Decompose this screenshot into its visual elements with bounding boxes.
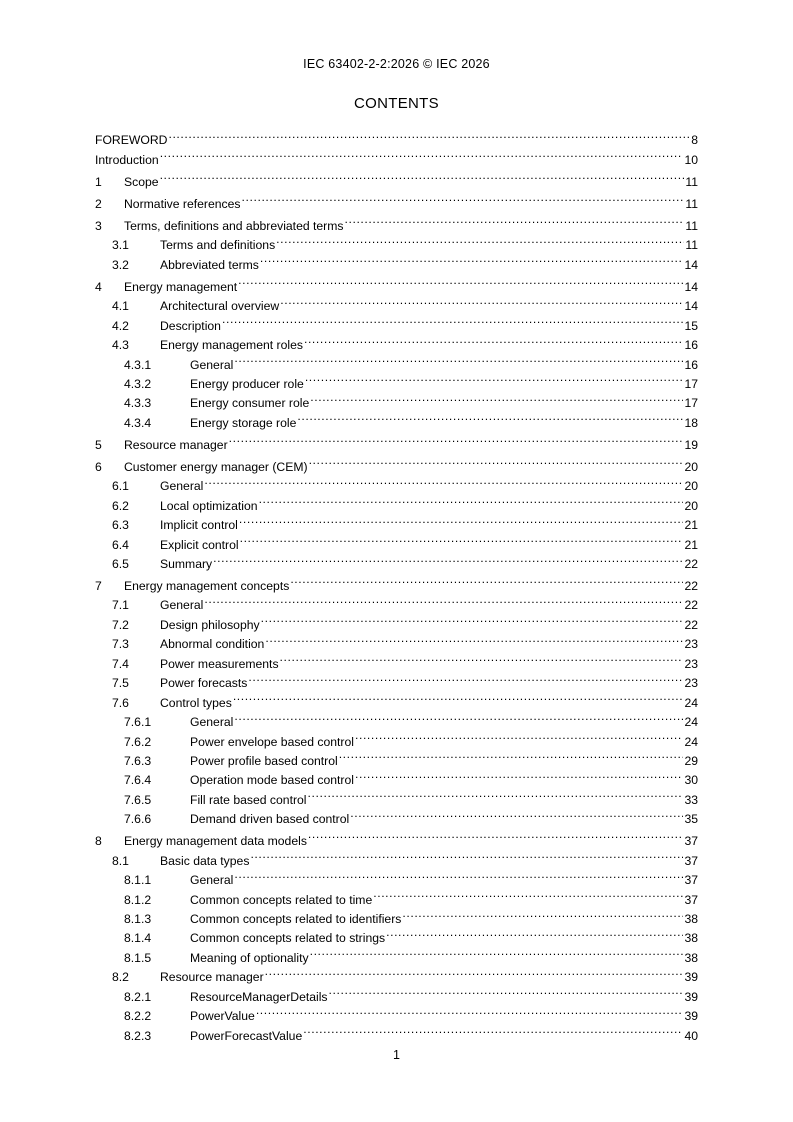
dot-leader	[234, 865, 683, 884]
toc-entry-page: 14	[684, 279, 698, 294]
toc-entry-title: Basic data types	[160, 853, 250, 868]
toc-entry-page: 22	[684, 557, 698, 571]
toc-entry-page: 20	[684, 498, 698, 513]
toc-entry-page: 15	[684, 318, 698, 333]
toc-entry-number: 4.1	[112, 299, 129, 314]
toc-entry-number: 6.2	[112, 498, 129, 513]
toc-entry[interactable]	[95, 981, 698, 1004]
toc-entry-page: 37	[684, 834, 698, 849]
toc-entry[interactable]	[95, 668, 698, 691]
toc-entry[interactable]	[95, 471, 698, 494]
toc-entry-page: 11	[685, 238, 698, 253]
dot-leader	[234, 707, 683, 726]
toc-entry[interactable]	[95, 490, 698, 513]
toc-entry-number: 8	[95, 834, 102, 849]
table-of-contents	[95, 125, 698, 1043]
toc-entry[interactable]	[95, 804, 698, 827]
toc-entry[interactable]	[95, 330, 698, 353]
dot-leader	[308, 784, 684, 803]
toc-entry-number: 6.5	[112, 557, 129, 571]
toc-entry-page: 11	[685, 196, 698, 211]
dot-leader	[305, 369, 684, 388]
toc-entry-page: 24	[684, 695, 698, 710]
toc-entry-number: 6.1	[112, 479, 129, 494]
dot-leader	[242, 186, 685, 208]
toc-entry-number: 4.2	[112, 318, 129, 333]
dot-leader	[250, 845, 683, 864]
toc-entry-title: Customer energy manager (CEM)	[124, 459, 308, 474]
toc-entry[interactable]	[95, 549, 698, 571]
toc-entry-title: Energy producer role	[190, 376, 304, 391]
toc-entry-number: 4.3.4	[124, 415, 152, 430]
toc-entry[interactable]	[95, 609, 698, 632]
toc-entry-title: Description	[160, 318, 221, 333]
toc-entry[interactable]	[95, 823, 698, 849]
dot-leader	[261, 609, 684, 628]
toc-entry-number: 6	[95, 459, 102, 474]
toc-entry[interactable]	[95, 942, 698, 965]
dot-leader	[309, 449, 684, 471]
toc-entry-title: PowerForecastValue	[190, 1028, 303, 1043]
dot-leader	[386, 923, 683, 942]
toc-entry-page: 21	[684, 518, 698, 533]
page-number: 1	[393, 1048, 400, 1062]
toc-entry-page: 40	[684, 1028, 698, 1043]
dot-leader	[229, 427, 684, 449]
toc-entry-page: 14	[684, 299, 698, 314]
dot-leader	[259, 490, 684, 509]
toc-entry[interactable]	[95, 164, 698, 189]
toc-entry-title: Introduction	[95, 152, 159, 167]
toc-entry-title: Resource manager	[160, 970, 264, 985]
toc-entry-number: 4.3.1	[124, 357, 152, 372]
toc-entry-title: General	[190, 357, 234, 372]
toc-entry-title: Common concepts related to time	[190, 892, 373, 907]
dot-leader	[344, 208, 684, 230]
toc-entry-page: 29	[684, 753, 698, 768]
toc-entry[interactable]	[95, 349, 698, 372]
toc-entry-number: 8.1.3	[124, 912, 152, 926]
toc-entry-title: Power measurements	[160, 656, 279, 671]
toc-entry-number: 3.2	[112, 257, 129, 272]
toc-entry[interactable]	[95, 208, 698, 233]
toc-entry-title: Summary	[160, 557, 213, 571]
toc-entry[interactable]	[95, 726, 698, 749]
dot-leader	[355, 726, 683, 745]
toc-entry-number: 4.3.3	[124, 396, 152, 411]
toc-entry[interactable]	[95, 249, 698, 272]
toc-entry[interactable]	[95, 310, 698, 333]
toc-entry-number: 6.4	[112, 537, 129, 552]
toc-entry-number: 7.6.5	[124, 792, 152, 807]
toc-entry[interactable]	[95, 388, 698, 411]
dot-leader	[248, 668, 683, 687]
toc-entry-number: 8.1.2	[124, 892, 152, 907]
toc-entry-title: Scope	[124, 174, 159, 189]
toc-entry-title: Power envelope based control	[190, 734, 354, 749]
toc-entry-title: Explicit control	[160, 537, 239, 552]
toc-entry-title: Energy management roles	[160, 338, 303, 353]
dot-leader	[222, 310, 683, 329]
toc-entry-number: 4.3	[112, 338, 129, 353]
toc-entry-number: 8.1.1	[124, 873, 152, 888]
dot-leader	[304, 330, 683, 349]
dot-leader	[239, 510, 684, 529]
toc-entry-title: Energy management concepts	[124, 579, 290, 593]
toc-entry[interactable]	[95, 529, 698, 552]
toc-entry[interactable]	[95, 230, 698, 253]
toc-entry[interactable]	[95, 407, 698, 430]
toc-entry[interactable]	[95, 923, 698, 946]
toc-entry-title: Energy storage role	[190, 415, 297, 430]
dot-leader	[213, 549, 683, 568]
toc-entry-page: 37	[684, 892, 698, 907]
toc-entry-page: 38	[684, 950, 698, 965]
dot-leader	[308, 823, 684, 845]
dot-leader	[168, 125, 690, 144]
toc-entry-number: 7.6.2	[124, 734, 152, 749]
toc-entry-title: General	[160, 598, 204, 613]
toc-entry-title: Energy consumer role	[190, 396, 310, 411]
toc-entry-title: Energy management data models	[124, 834, 307, 849]
toc-entry-number: 7.1	[112, 598, 129, 613]
toc-entry-number: 5	[95, 437, 102, 452]
toc-entry[interactable]	[95, 648, 698, 671]
toc-entry-number: 7.2	[112, 617, 129, 632]
toc-entry-title: Common concepts related to strings	[190, 931, 386, 946]
dot-leader	[297, 407, 683, 426]
toc-entry-page: 20	[684, 479, 698, 494]
dot-leader	[280, 648, 684, 667]
toc-entry-number: 7.6	[112, 695, 129, 710]
toc-entry-title: Energy management	[124, 279, 238, 294]
dot-leader	[238, 269, 683, 291]
toc-entry-page: 22	[684, 598, 698, 613]
toc-entry-number: 6.3	[112, 518, 129, 533]
dot-leader	[310, 388, 683, 407]
toc-entry-page: 24	[684, 734, 698, 749]
toc-entry-page: 39	[684, 970, 698, 985]
toc-entry-number: 8.1.4	[124, 931, 152, 946]
toc-entry[interactable]	[95, 765, 698, 788]
toc-entry-title: ResourceManagerDetails	[190, 989, 328, 1004]
toc-entry-title: Power profile based control	[190, 753, 338, 768]
toc-entry-title: Terms, definitions and abbreviated terms	[124, 218, 344, 233]
toc-entry-page: 17	[684, 396, 698, 411]
toc-entry-title: Terms and definitions	[160, 238, 276, 253]
dot-leader	[160, 164, 685, 186]
toc-entry-number: 8.1.5	[124, 950, 152, 965]
toc-entry-title: General	[160, 479, 204, 494]
toc-entry[interactable]	[95, 784, 698, 807]
toc-entry-page: 19	[684, 437, 698, 452]
toc-entry[interactable]	[95, 449, 698, 474]
toc-entry-page: 38	[684, 931, 698, 946]
dot-leader	[256, 1001, 684, 1020]
toc-entry-page: 38	[684, 912, 698, 926]
toc-entry-title: Control types	[160, 695, 232, 710]
toc-entry-page: 10	[684, 152, 698, 167]
toc-entry-page: 39	[684, 989, 698, 1004]
toc-entry-title: General	[190, 715, 234, 730]
toc-entry-title: Abbreviated terms	[160, 257, 259, 272]
toc-entry-page: 21	[684, 537, 698, 552]
toc-entry-page: 11	[685, 174, 698, 189]
toc-entry-page: 35	[684, 812, 698, 827]
toc-entry-title: Normative references	[124, 196, 241, 211]
toc-entry-number: 4	[95, 279, 102, 294]
toc-entry-number: 7	[95, 579, 102, 593]
toc-entry-number: 7.6.1	[124, 715, 152, 730]
toc-entry-page: 39	[684, 1009, 698, 1024]
toc-entry[interactable]	[95, 707, 698, 730]
dot-leader	[234, 349, 683, 368]
dot-leader	[350, 804, 683, 823]
toc-entry-number: 3	[95, 218, 102, 233]
toc-entry[interactable]	[95, 1020, 698, 1043]
toc-entry-number: 7.6.4	[124, 773, 152, 788]
toc-entry-title: PowerValue	[190, 1009, 255, 1024]
toc-entry-number: 7.6.6	[124, 812, 152, 827]
toc-entry-title: Fill rate based control	[190, 792, 307, 807]
dot-leader	[373, 884, 683, 903]
toc-entry[interactable]	[95, 962, 698, 985]
toc-entry[interactable]	[95, 629, 698, 652]
toc-entry[interactable]	[95, 427, 698, 452]
toc-entry-number: 4.3.2	[124, 376, 152, 391]
toc-entry-page: 14	[684, 257, 698, 272]
toc-entry[interactable]	[95, 1001, 698, 1024]
toc-entry-number: 8.2	[112, 970, 129, 985]
dot-leader	[339, 746, 684, 765]
toc-entry-title: Demand driven based control	[190, 812, 350, 827]
toc-entry-page: 24	[684, 715, 698, 730]
toc-entry-page: 37	[684, 853, 698, 868]
dot-leader	[260, 249, 684, 268]
toc-entry-title: Architectural overview	[160, 299, 280, 314]
toc-entry[interactable]	[95, 687, 698, 710]
toc-entry[interactable]	[95, 125, 698, 148]
toc-entry-number: 1	[95, 174, 102, 189]
toc-entry[interactable]	[95, 904, 698, 926]
dot-leader	[310, 942, 684, 961]
toc-entry-page: 22	[684, 579, 698, 593]
toc-entry[interactable]	[95, 845, 698, 868]
dot-leader	[233, 687, 684, 706]
toc-entry[interactable]	[95, 590, 698, 613]
dot-leader	[204, 590, 683, 609]
toc-entry-page: 16	[684, 338, 698, 353]
dot-leader	[402, 904, 683, 923]
dot-leader	[265, 962, 684, 981]
toc-entry[interactable]	[95, 746, 698, 768]
toc-entry-page: 23	[684, 656, 698, 671]
toc-entry-page: 37	[684, 873, 698, 888]
dot-leader	[276, 230, 684, 249]
dot-leader	[329, 981, 684, 1000]
toc-entry-page: 22	[684, 617, 698, 632]
toc-entry-title: General	[190, 873, 234, 888]
toc-entry-title: Meaning of optionality	[190, 950, 309, 965]
dot-leader	[240, 529, 684, 548]
toc-entry-title: Common concepts related to identifiers	[190, 912, 402, 926]
toc-entry-title: FOREWORD	[95, 133, 168, 148]
toc-entry-title: Implicit control	[160, 518, 238, 533]
toc-entry-number: 8.2.3	[124, 1028, 152, 1043]
dot-leader	[280, 291, 683, 310]
toc-entry-page: 11	[685, 218, 698, 233]
toc-entry-page: 8	[691, 133, 698, 148]
toc-entry[interactable]	[95, 186, 698, 211]
toc-entry-title: Resource manager	[124, 437, 228, 452]
dot-leader	[355, 765, 683, 784]
dot-leader	[265, 629, 683, 648]
toc-entry-title: Design philosophy	[160, 617, 260, 632]
dot-leader	[204, 471, 683, 490]
toc-entry-title: Local optimization	[160, 498, 258, 513]
toc-entry-page: 33	[684, 792, 698, 807]
toc-entry-number: 7.4	[112, 656, 129, 671]
toc-entry-number: 8.1	[112, 853, 129, 868]
toc-entry-title: Operation mode based control	[190, 773, 354, 788]
toc-entry[interactable]	[95, 144, 698, 167]
document-header: IEC 63402-2-2:2026 © IEC 2026	[303, 57, 490, 71]
toc-entry-page: 20	[684, 459, 698, 474]
toc-entry[interactable]	[95, 884, 698, 907]
toc-entry-number: 8.2.1	[124, 989, 152, 1004]
contents-heading: CONTENTS	[354, 95, 439, 112]
toc-entry[interactable]	[95, 369, 698, 391]
toc-entry-number: 2	[95, 196, 102, 211]
toc-entry-page: 23	[684, 676, 698, 691]
toc-entry[interactable]	[95, 510, 698, 533]
toc-entry-page: 17	[684, 376, 698, 391]
toc-entry-title: Abnormal condition	[160, 637, 265, 652]
toc-entry-page: 30	[684, 773, 698, 788]
toc-entry[interactable]	[95, 568, 698, 593]
toc-entry-page: 16	[684, 357, 698, 372]
dot-leader	[290, 568, 683, 590]
toc-entry-number: 3.1	[112, 238, 129, 253]
toc-entry-title: Power forecasts	[160, 676, 248, 691]
toc-entry-number: 7.3	[112, 637, 129, 652]
toc-entry-number: 8.2.2	[124, 1009, 152, 1024]
toc-entry[interactable]	[95, 291, 698, 314]
toc-entry-page: 18	[684, 415, 698, 430]
dot-leader	[303, 1020, 683, 1039]
toc-entry[interactable]	[95, 269, 698, 294]
toc-entry-page: 23	[684, 637, 698, 652]
toc-entry-number: 7.5	[112, 676, 129, 691]
toc-entry-number: 7.6.3	[124, 753, 152, 768]
toc-entry[interactable]	[95, 865, 698, 888]
dot-leader	[160, 144, 684, 163]
